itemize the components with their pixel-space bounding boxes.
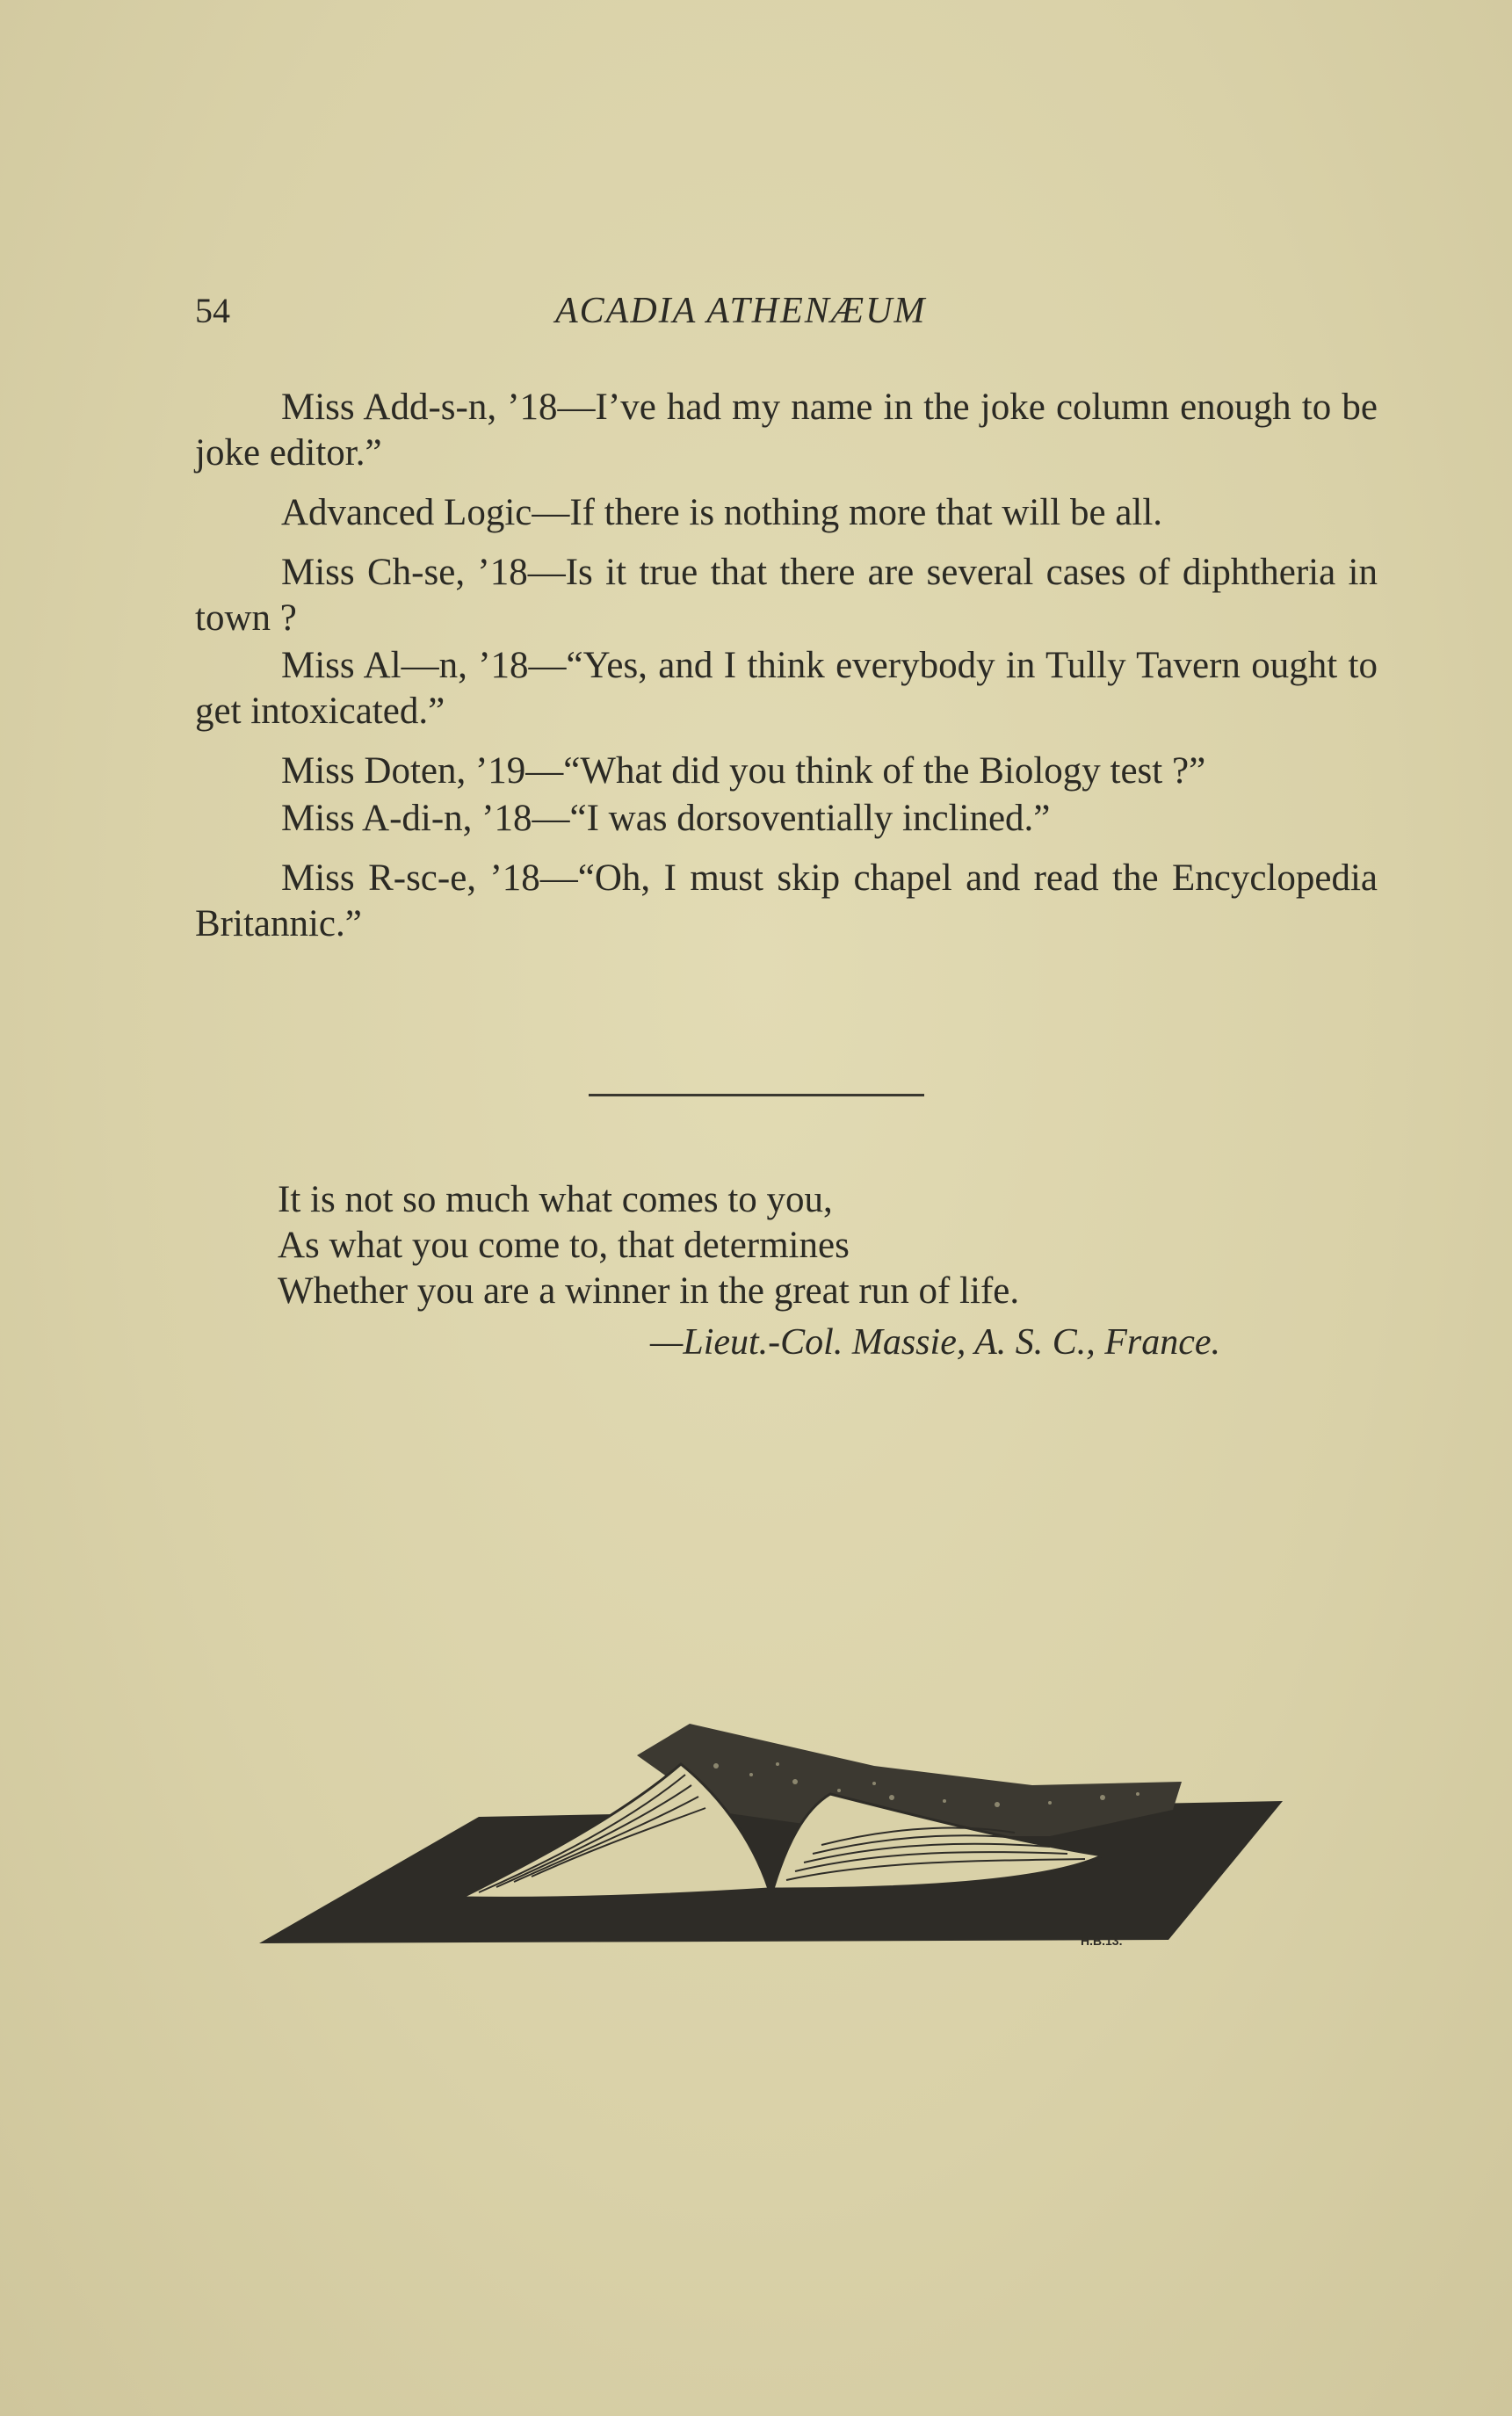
joke-entry: Miss Add-s-n, ’18—I’ve had my name in the joke column enough to be joke editor.” — [195, 387, 1378, 474]
open-book-illustration — [259, 1713, 1287, 1959]
running-title: ACADIA ATHENÆUM — [555, 291, 927, 331]
section-divider — [589, 1094, 924, 1096]
quote-line: As what you come to, that determines — [278, 1225, 850, 1266]
joke-entry: Miss Doten, ’19—“What did you think of the Biology test ?” — [281, 750, 1206, 792]
book-shadow-slab — [259, 1801, 1283, 1943]
quote-line: It is not so much what comes to you, — [278, 1179, 833, 1220]
quote-line: Whether you are a winner in the great run of life. — [278, 1270, 1020, 1312]
quote-block — [278, 1177, 1376, 1314]
page-header — [195, 290, 1381, 343]
illustration-signature: H.B.13. — [1081, 1934, 1123, 1948]
quote-attribution: —Lieut.-Col. Massie, A. S. C., France. — [650, 1322, 1221, 1363]
jokes-section — [195, 385, 1378, 947]
joke-entry: Advanced Logic—If there is nothing more that will be all. — [281, 492, 1163, 533]
joke-entry: Miss R-sc-e, ’18—“Oh, I must skip chapel and read the Encyclopedia Britannic.” — [195, 857, 1378, 944]
joke-entry: Miss A-di-n, ’18—“I was dorsoventially inclined.” — [281, 798, 1051, 839]
joke-entry: Miss Ch-se, ’18—Is it true that there are several cases of diphtheria in town ? — [195, 552, 1378, 639]
joke-entry: Miss Al—n, ’18—“Yes, and I think everybody in Tully Tavern ought to get intoxicated.” — [195, 645, 1378, 732]
page-number: 54 — [195, 291, 230, 330]
